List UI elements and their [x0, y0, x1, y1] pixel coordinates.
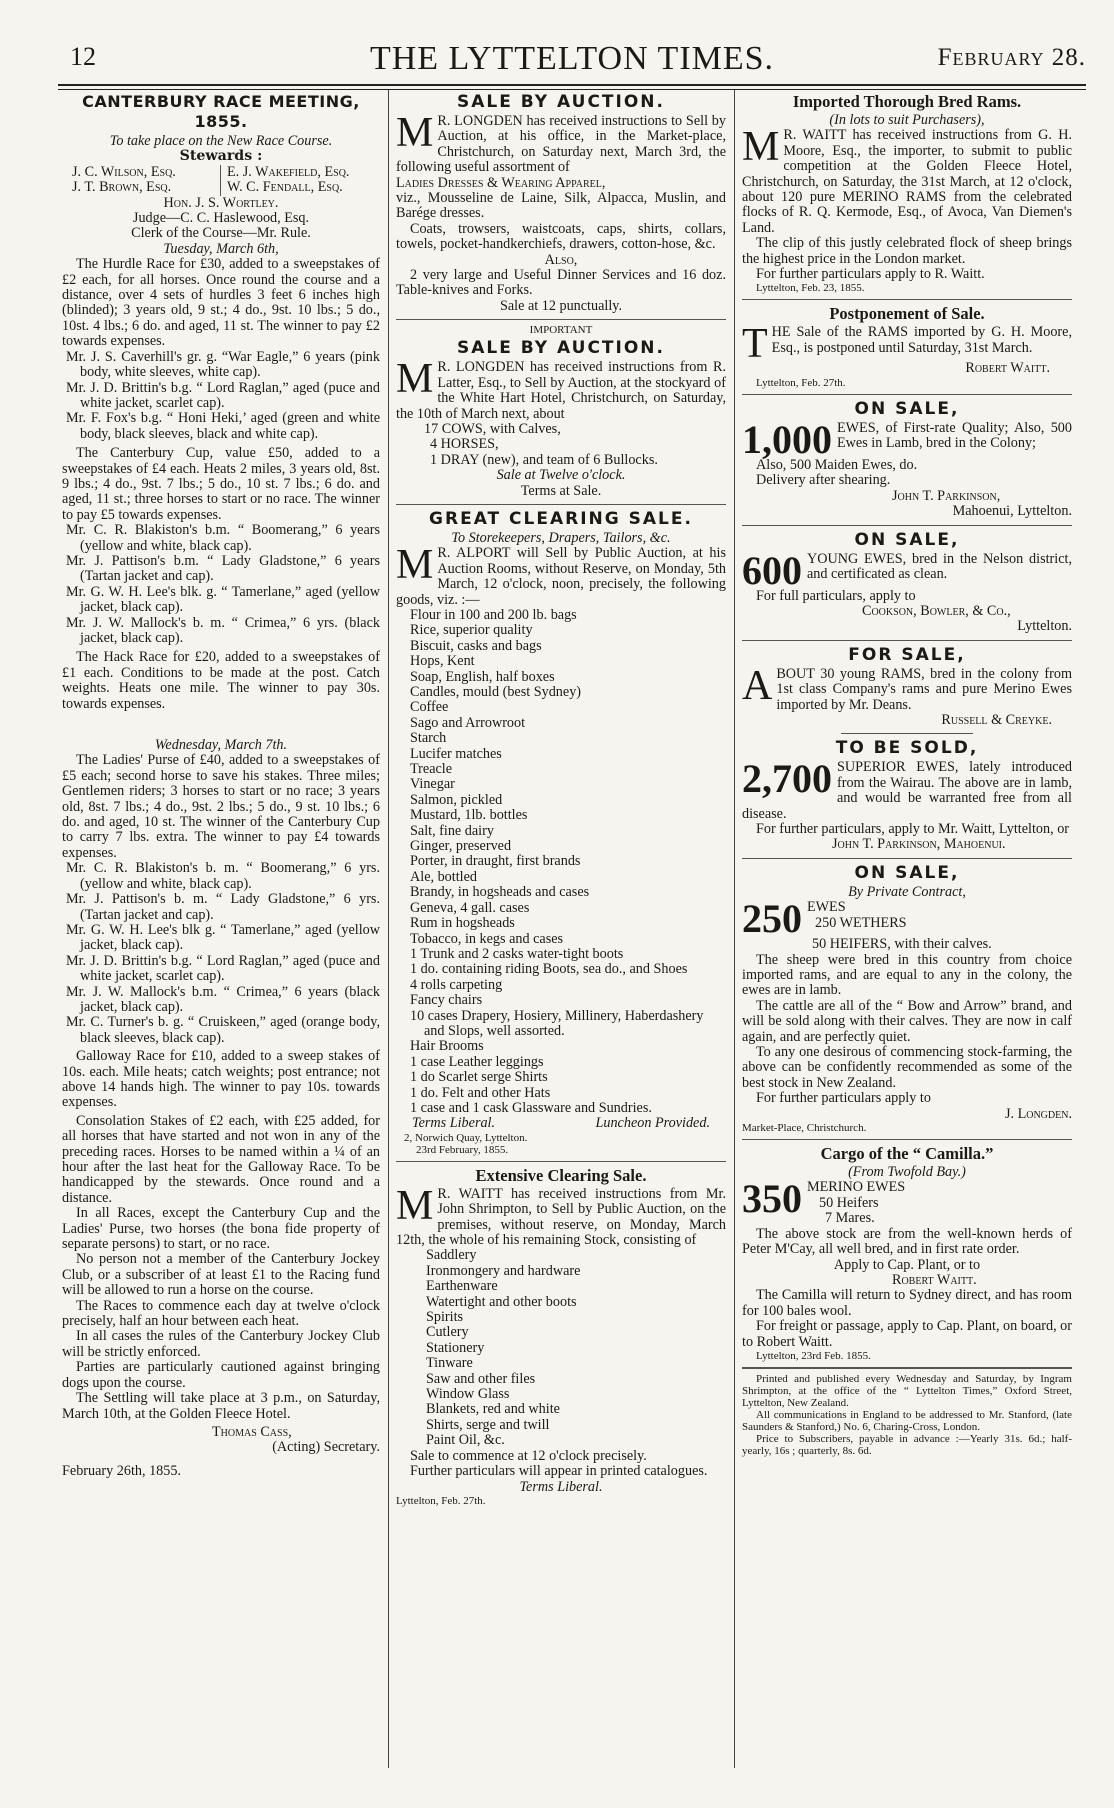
ad-text: Also, 500 Maiden Ewes, do. [756, 456, 918, 473]
ad-time: Sale at 12 punctually. [499, 297, 622, 314]
race-rule: No person not a member of the Canterbury Jockey Club, or a subscriber of at least £1 to the Racing fund will be allowed to run a horse on the course. [62, 1251, 380, 1299]
list-item: Flour in 100 and 200 lb. bags [410, 606, 577, 623]
stock-line: 7 Mares. [825, 1210, 875, 1227]
list-item: Ironmongery and hardware [426, 1262, 581, 1279]
ad-also: Also, [544, 251, 578, 268]
list-item: Coffee [410, 699, 449, 716]
ad-number: 2,700 [742, 756, 832, 802]
race-rule: The Settling will take place at 3 p.m., on Saturday, March 10th, at the Golden Fleece Hotel. [62, 1390, 380, 1422]
ad-time: Sale to commence at 12 o'clock precisely. [410, 1447, 647, 1464]
list-item: Spirits [426, 1309, 464, 1326]
ad-text: SUPERIOR EWES, lately introduced from the Wairau. The above are in lamb, and would be warranted free from all disease. [742, 759, 1072, 822]
list-item: Paint Oil, &c. [426, 1432, 505, 1449]
ad-number: 1,000 [742, 416, 832, 462]
drop-cap: M [396, 356, 434, 403]
ad-heading: Cargo of the “ Camilla.” [820, 1144, 994, 1164]
ad-text: For full particulars, apply to [756, 587, 916, 604]
stock-line: 250 WETHERS [815, 914, 907, 931]
list-item: 1 do. Felt and other Hats [410, 1084, 551, 1101]
list-item: Stationery [426, 1339, 485, 1356]
list-item: Ale, bottled [410, 868, 477, 885]
ad-number: 350 [742, 1176, 802, 1222]
race-entry: Mr. J. D. Brittin's b.g. “ Lord Raglan,” aged (puce and white jacket, scarlet cap). [66, 379, 380, 411]
list-item: 1 case and 1 cask Glassware and Sundries. [410, 1099, 652, 1116]
signer-title: (Acting) Secretary. [272, 1439, 380, 1456]
ad-text: EWES, of First-rate Quality; Also, 500 Ewes in Lamb, bred in the Colony; [837, 419, 1072, 452]
imprint: Printed and published every Wednesday and Saturday, by Ingram Shrimpton, at the office of the “ Lyttelton Times,” Oxford Street, Lyttelton, New Zealand. [742, 1372, 1072, 1409]
list-item: Rum in hogsheads [410, 915, 515, 932]
ad-time: Sale at Twelve o'clock. [496, 467, 626, 484]
race-entry: Mr. C. Turner's b. g. “ Cruiskeen,” aged (orange body, black sleeves, black cap). [66, 1014, 380, 1046]
list-item: Blankets, red and white [426, 1401, 560, 1418]
steward: J. T. Brown, Esq. [72, 179, 172, 196]
list-item: 1 case Leather leggings [410, 1053, 544, 1070]
list-item: Lucifer matches [410, 745, 502, 762]
ad-divider [742, 299, 1072, 300]
ad-text: For further particulars apply to [756, 1090, 931, 1107]
column-livestock [742, 90, 1072, 1778]
ad-text: For freight or passage, apply to Cap. Plant, on board, or to Robert Waitt. [742, 1318, 1072, 1350]
ad-terms: Terms Liberal. [519, 1478, 603, 1495]
ad-heading: ON SALE, [854, 398, 960, 419]
list-item: Salt, fine dairy [410, 822, 494, 839]
ad-text: Delivery after shearing. [756, 472, 891, 489]
list-item: Window Glass [426, 1386, 510, 1403]
list-item: Porter, in draught, first brands [410, 853, 581, 870]
newspaper-title: THE LYTTELTON TIMES. [369, 40, 775, 77]
list-item: Saddlery [426, 1247, 477, 1264]
race-entry: Mr. J. W. Mallock's b. m. “ Crimea,” 6 yrs. (black jacket, black cap). [66, 614, 380, 646]
column-rule [388, 90, 389, 1768]
ad-item: 17 COWS, with Calves, [424, 420, 561, 437]
ad-place: Market-Place, Christchurch. [742, 1122, 867, 1135]
list-item: Salmon, pickled [410, 791, 503, 808]
list-item: 1 Trunk and 2 casks water-tight boots [410, 945, 624, 962]
drop-cap: A [742, 662, 773, 709]
race-entry: Mr. J. D. Brittin's b.g. “ Lord Raglan,” aged (puce and white jacket, scarlet cap). [66, 952, 380, 985]
race-conditions: The Ladies' Purse of £40, added to a sweepstakes of £5 each; second horse to save his stakes. Three miles; Gentlemen riders; 3 horses to start or no race; 3 years old, 8st. 7 lbs.; 4 do., 9st. 2 lbs.; 5 do., 9 st. 10 lbs.; 6 do. and aged, 10 st. The winner of the Canterbury Cup to carry 7 lbs. extra. The winner to pay £4 towards expenses. [62, 752, 380, 861]
notice-date: February 26th, 1855. [62, 1462, 182, 1479]
stock-line: MERINO EWES [807, 1179, 906, 1196]
stock-line: 50 HEIFERS, with their calves. [812, 936, 992, 953]
ad-divider [742, 640, 1072, 641]
ad-text: viz., Mousseline de Laine, Silk, Alpacca, Muslin, and Barége dresses. [396, 190, 726, 222]
ad-intro: R. ALPORT will Sell by Public Auction, at his Auction Rooms, without Reserve, on Monday, 5th March, 12 o'clock, noon, precisely, the following goods, viz. :— [396, 545, 726, 608]
ad-text: HE Sale of the RAMS imported by G. H. Moore, Esq., is postponed until Saturday, 31st March. [771, 324, 1072, 356]
ad-terms: Luncheon Provided. [595, 1115, 710, 1132]
ad-heading: Postponement of Sale. [829, 304, 985, 324]
race-heading: CANTERBURY RACE MEETING, 1855. [82, 92, 360, 131]
ad-terms: Terms at Sale. [520, 482, 602, 499]
drop-cap: M [396, 110, 434, 156]
race-entry: Mr. C. R. Blakiston's b.m. “ Boomerang,” 6 years (yellow and white, black cap). [66, 522, 380, 554]
race-entry: Mr. J. Pattison's b.m. “ Lady Gladstone,” 6 years (Tartan jacket and cap). [66, 552, 380, 585]
race-rule: In all Races, except the Canterbury Cup and the Ladies' Purse, two horses (the bona fide property of separate persons) to start, or no race. [62, 1205, 380, 1253]
race-entry: Mr. G. W. H. Lee's blk g. “ Tamerlane,” aged (yellow jacket, black cap). [66, 921, 380, 954]
list-item: Watertight and other boots [426, 1293, 577, 1310]
ad-terms-row [396, 1116, 726, 1131]
clerk: Clerk of the Course—Mr. Rule. [131, 225, 311, 242]
ad-kicker: IMPORTANT [529, 324, 593, 337]
ad-text: BOUT 30 young RAMS, bred in the colony from 1st class Company's rams and pure Merino Ewes imported by Mr. Deans. [776, 665, 1072, 713]
race-entry: Mr. J. W. Mallock's b.m. “ Crimea,” 6 years (black jacket, black cap). [66, 983, 380, 1015]
imprint: All communications in England to be addressed to Mr. Stanford, (late Saunders & Stanford,) No. 6, Charing-Cross, London. [742, 1408, 1072, 1433]
goods-list [396, 608, 726, 1116]
ad-text: For further particulars, apply to Mr. Waitt, Lyttelton, or [756, 820, 1070, 837]
ad-heading: SALE BY AUCTION. [457, 92, 665, 112]
day-heading: Wednesday, March 7th. [154, 737, 288, 754]
list-item: Candles, mould (best Sydney) [410, 684, 582, 700]
list-item: Saw and other files [426, 1370, 536, 1387]
ad-text: To any one desirous of commencing stock-farming, the above can be confidently recommended as some of the best stock in New Zealand. [742, 1044, 1072, 1091]
steward: W. C. Fendall, Esq. [227, 179, 343, 196]
column-rule [734, 90, 735, 1768]
list-item: 10 cases Drapery, Hosiery, Millinery, Haberdashery and Slops, well assorted. [410, 1007, 704, 1039]
list-item: Soap, English, half boxes [410, 668, 555, 685]
steward: Hon. J. S. Wortley. [163, 194, 279, 211]
signer-name: Thomas Cass, [212, 1423, 292, 1440]
stock-line: EWES [807, 899, 846, 916]
race-conditions: Consolation Stakes of £2 each, with £25 added, for all horses that have started and not won in any of the preceding races. Horses to be named within a ¼ of an hour after the last heat for the Galloway Race. To be handicapped by the stewards. Once round and a distance. [62, 1112, 380, 1206]
ad-divider [396, 1161, 726, 1162]
ad-heading: ON SALE, [854, 529, 960, 550]
ad-text: YOUNG EWES, bred in the Nelson district, and certificated as clean. [807, 550, 1072, 582]
race-subheading: To take place on the New Race Course. [109, 133, 333, 149]
race-conditions: The Canterbury Cup, value £50, added to a sweepstakes of £4 each. Heats 2 miles, 3 years old, 8st. 9 lbs.; 4 do., 9st. 7 lbs.; 5 do., 10 st. 7 lbs.; 6 do. and aged, 11 st.; three horses to start or no race. The winner to pay £5 towards expenses. [62, 445, 380, 523]
list-item: Tobacco, in kegs and cases [410, 930, 564, 947]
ad-signer: Russell & Creyke. [941, 711, 1052, 728]
list-item: 1 do. containing riding Boots, sea do., and Shoes [410, 961, 688, 978]
stewards-list [62, 165, 380, 196]
ad-heading: SALE BY AUCTION. [457, 338, 665, 359]
stock-offer [742, 1176, 1072, 1227]
ad-signer: Robert Waitt. [892, 1271, 977, 1288]
ad-text: The sheep were bred in this country from choice imported rams, and are equal to any in the colony, the ewes are in lamb. [742, 951, 1072, 999]
race-conditions: The Hack Race for £20, added to a sweepstakes of £1 each. Conditions to be made at the post. Catch weights. Heats one mile. The winner to pay 30s. towards expenses. [62, 649, 380, 712]
ad-divider [742, 394, 1072, 395]
imprint-divider [742, 1367, 1072, 1369]
ad-number: 250 [742, 896, 802, 942]
list-item: Sago and Arrowroot [410, 714, 526, 731]
list-item: Biscuit, casks and bags [410, 637, 542, 654]
stock-offer [742, 896, 1072, 942]
ad-text: 2 very large and Useful Dinner Services and 16 doz. Table-knives and Forks. [396, 267, 726, 299]
race-entry: Mr. J. S. Caverhill's gr. g. “War Eagle,” 6 years (pink body, white sleeves, white cap). [66, 348, 380, 381]
ad-text: For further particulars apply to R. Waitt. [756, 266, 985, 283]
ad-item: 1 DRAY (new), and team of 6 Bullocks. [430, 451, 658, 468]
ad-signer: John T. Parkinson, Mahoenui. [832, 836, 1006, 853]
ad-place: Lyttelton. [1017, 618, 1072, 635]
ad-intro: R. LONGDEN has received instructions to Sell by Auction, at his office, in the Market-place, Christchurch, on Saturday next, March 3rd, the following useful assortment of [396, 113, 726, 176]
list-item: Shirts, serge and twill [426, 1416, 550, 1433]
list-item: Earthenware [426, 1278, 498, 1295]
ad-heading: Extensive Clearing Sale. [475, 1165, 647, 1185]
race-entry: Mr. G. W. H. Lee's blk. g. “ Tamerlane,” aged (yellow jacket, black cap). [66, 583, 380, 616]
ad-terms: Terms Liberal. [412, 1115, 496, 1132]
list-item: Starch [410, 730, 447, 747]
steward: E. J. Wakefield, Esq. [227, 163, 350, 180]
race-rule: In all cases the rules of the Canterbury Jockey Club will be strictly enforced. [62, 1328, 380, 1360]
ad-text: The clip of this justly celebrated flock of sheep brings the highest price in the London market. [742, 235, 1072, 267]
race-rule: The Races to commence each day at twelve o'clock precisely, half an hour between each heat. [62, 1297, 380, 1330]
stock-list [396, 1248, 726, 1448]
ad-divider [396, 504, 726, 505]
list-item: Mustard, 1lb. bottles [410, 807, 528, 824]
drop-cap: M [396, 1182, 434, 1229]
imprint: Price to Subscribers, payable in advance :—Yearly 31s. 6d.; half-yearly, 16s ; quarterly, 8s. 6d. [742, 1432, 1072, 1457]
ad-place: Mahoenui, Lyttelton. [952, 503, 1072, 520]
list-item: Tinware [426, 1355, 473, 1372]
ad-date: Lyttelton, Feb. 23, 1855. [756, 282, 865, 295]
ad-subheading: (From Twofold Bay.) [848, 1164, 966, 1181]
list-item: Cutlery [426, 1324, 469, 1341]
stock-line: 50 Heifers [819, 1194, 879, 1211]
ad-text: The cattle are all of the “ Bow and Arrow” brand, and will be sold along with their calves. They are now in calf again, and are perfectly quiet. [742, 997, 1072, 1045]
steward: J. C. Wilson, Esq. [72, 163, 176, 180]
ad-text: The Camilla will return to Sydney direct, and has room for 100 bales wool. [742, 1287, 1072, 1319]
page-number: 12 [70, 42, 96, 71]
ad-goods: Ladies Dresses & Wearing Apparel, [396, 174, 606, 191]
masthead [58, 40, 1086, 80]
judge: Judge—C. C. Haslewood, Esq. [132, 210, 310, 227]
ad-date: Lyttelton, 23rd Feb. 1855. [756, 1349, 871, 1362]
stewards-title: Stewards : [179, 148, 263, 165]
list-item: Rice, superior quality [410, 622, 533, 639]
ad-divider [396, 319, 726, 320]
race-entry: Mr. C. R. Blakiston's b. m. “ Boomerang,” 6 yrs. (yellow and white, black cap). [66, 860, 380, 892]
race-entry: Mr. J. Pattison's b. m. “ Lady Gladstone,” 6 yrs. (Tartan jacket and cap). [66, 891, 380, 923]
ad-intro: R. WAITT has received instructions from G. H. Moore, Esq., the importer, to submit to public competition at the Golden Fleece Hotel, Christchurch, on Saturday, the 31st March, at 12 o'clock, about 120 pure MERINO RAMS from the celebrated flocks of R. Q. Kermode, Esq., of Avoca, Van Diemen's Land. [742, 127, 1072, 236]
ad-date: 23rd February, 1855. [416, 1143, 509, 1156]
day-heading: Tuesday, March 6th, [163, 240, 279, 257]
column-race-meeting [62, 90, 380, 1778]
list-item: 4 rolls carpeting [410, 976, 503, 993]
ad-signer: Cookson, Bowler, & Co., [862, 602, 1011, 619]
issue-date: February 28. [937, 44, 1086, 71]
ad-signer: John T. Parkinson, [892, 487, 1001, 504]
ad-signer: J. Longden. [1004, 1105, 1072, 1122]
race-entry: Mr. F. Fox's b.g. “ Honi Heki,’ aged (green and white body, black sleeves, black and white cap). [66, 410, 380, 442]
ad-divider [742, 1139, 1072, 1140]
ad-divider [742, 525, 1072, 526]
ad-divider [742, 858, 1072, 859]
column-auctions [396, 90, 726, 1778]
drop-cap: M [396, 542, 434, 589]
list-item: Hair Brooms [410, 1038, 484, 1055]
ad-signer: Robert Waitt. [965, 360, 1050, 377]
race-rule: Parties are particularly cautioned against bringing dogs upon the course. [62, 1359, 380, 1391]
ad-number: 600 [742, 547, 802, 593]
ad-date: Lyttelton, Feb. 27th. [396, 1494, 486, 1507]
ad-text: Coats, trowsers, waistcoats, caps, shirts, collars, towels, pocket-handkerchiefs, drawers, cotton-hose, &c. [396, 220, 726, 253]
list-item: Treacle [410, 761, 453, 778]
ad-subheading: By Private Contract, [848, 883, 966, 900]
ad-date: Lyttelton, Feb. 27th. [756, 376, 846, 389]
ad-divider [841, 733, 973, 734]
race-conditions: The Hurdle Race for £30, added to a sweepstakes of £2 each, for all horses. Once round the course and a distance, over 4 sets of hurdles 3 feet 6 inches high (blinded); 3 years old, 9 st.; 4 do., 9st. 10 lbs.; 5 do., 10st. 4 lbs.; 6 do. and aged, 11 st. The winner to pay £2 towards expenses. [62, 256, 380, 350]
drop-cap: T [742, 321, 768, 368]
list-item: Brandy, in hogsheads and cases [410, 884, 590, 901]
ad-subheading: (In lots to suit Purchasers), [829, 112, 985, 128]
list-item: Hops, Kent [410, 653, 475, 670]
ad-heading: TO BE SOLD, [835, 738, 979, 759]
ad-text: The above stock are from the well-known herds of Peter M'Cay, all well bred, and in first rate order. [742, 1225, 1072, 1258]
list-item: 1 do Scarlet serge Shirts [410, 1069, 548, 1086]
ad-intro: R. LONGDEN has received instructions from R. Latter, Esq., to Sell by Auction, at the stockyard of the White Hart Hotel, Christchurch, on Saturday, the 10th of March next, about [396, 359, 726, 422]
ad-text: Further particulars will appear in printed catalogues. [410, 1463, 708, 1480]
drop-cap: M [742, 124, 780, 171]
ad-heading: FOR SALE, [848, 644, 966, 665]
ad-intro: R. WAITT has received instructions from Mr. John Shrimpton, to Sell by Public Auction, on the premises, without reserve, on Monday, March 12th, the whole of his remaining Stock, consisting of [396, 1185, 726, 1248]
ad-heading: Imported Thorough Bred Rams. [792, 92, 1022, 111]
ad-item: 4 HORSES, [430, 436, 499, 453]
ad-heading: ON SALE, [854, 862, 960, 883]
list-item: Geneva, 4 gall. cases [410, 899, 530, 916]
list-item: Vinegar [410, 776, 455, 793]
race-conditions: Galloway Race for £10, added to a sweep stakes of 10s. each. Mile heats; catch weights; post entrance; not above 14 hands high. The winner to pay 10s. towards expenses. [62, 1048, 380, 1111]
ad-text: Apply to Cap. Plant, or to [833, 1256, 981, 1273]
ad-address: 2, Norwich Quay, Lyttelton. [404, 1131, 528, 1144]
ad-subheading: To Storekeepers, Drapers, Tailors, &c. [451, 529, 671, 546]
ad-heading: GREAT CLEARING SALE. [429, 508, 693, 529]
list-item: Fancy chairs [410, 992, 483, 1009]
list-item: Ginger, preserved [410, 838, 512, 855]
